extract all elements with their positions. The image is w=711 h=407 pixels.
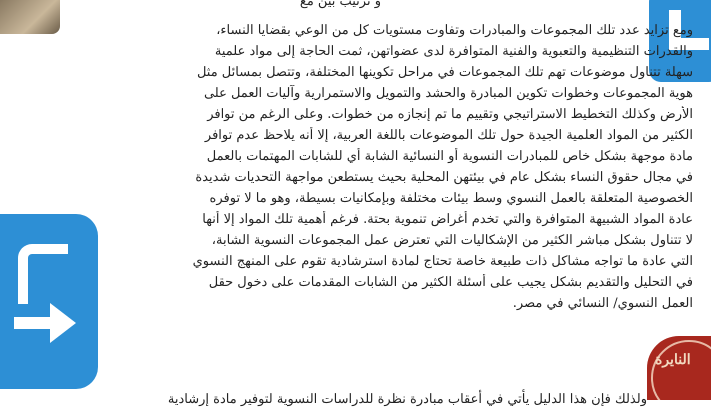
paragraph-line: الأرض وكذلك التخطيط الاستراتيجي وتقييم ما تم إنجازه من خطوات. وعلى الرغم من توافر [207,107,693,122]
paragraph-line: ومع تزايد عدد تلك المجموعات والمبادرات وتفاوت مستويات كل من الوعي بقضايا النساء، [216,23,693,38]
paragraph-line: سهلة تتناول موضوعات تهم تلك المجموعات في مراحل تكوينها المختلفة، وتتصل بمسائل مثل [196,65,693,80]
logo-seal [647,336,711,400]
body-text [100,0,711,400]
paragraph-line: في التحليل والتقديم بشكل يجيب على أسئلة الكثير من الشابات المقدمات على دخول حقل [208,275,693,290]
paragraph-line: الكثير من المواد العلمية الجيدة حول تلك الموضوعات باللغة العربية، إلا أنه يلاحظ عدم توافر [204,128,693,143]
paragraph-line: الخصوصية المتعلقة بالعمل النسوي وسط بيئات مختلفة وبإمكانيات بسيطة، وهو ما لا توفره [209,191,693,206]
corner-photo [0,0,60,34]
partial-bottom-line: ولذلك فإن هذا الدليل يأتي في أعقاب مبادرة نظرة للدراسات النسوية لتوفير مادة إرشادية [167,392,647,407]
decorative-arrow-left [0,214,98,389]
seal-label: النايرة [655,352,691,368]
paragraph-line: في مجال حقوق النساء بشكل عام في بيئتهن المحلية بحيث يستطعن مواجهة التحديات شديدة [195,170,693,185]
curve-shape [18,244,68,304]
paragraph-line: والقدرات التنظيمية والتعبوية والفنية المتوافرة لدى عضواتهن، ثمت الحاجة إلى مواد علمية [214,44,693,59]
paragraph-line: العمل النسوي/ النسائي في مصر. [512,296,693,311]
partial-top-line: و ترتيب بين مع [299,0,381,9]
paragraph-line: عادة المواد الشبيهة المتوافرة والتي تخدم أغراض تنموية بحتة. فرغم أهمية تلك المواد إلا أنها [202,212,693,227]
paragraph-line: مادة موجهة بشكل خاص للمبادرات النسوية أو النسائية الشابة أي للشابات المهتمات بالعمل [206,149,693,164]
paragraph-line: لا تتناول بشكل مباشر الكثير من الإشكاليات التي تعترض عمل المجموعات النسوية الشابة، [211,233,693,248]
paragraph-line: التي عادة ما تواجه مشاكل ذات طبيعة خاصة تحتاج لمادة استرشادية تقوم على المنهج النسوي [192,254,693,269]
seal-ring [651,340,711,400]
paragraph-line: هوية المجموعات وخطوات تكوين المبادرة والحشد والتمويل والاستمرارية وآليات العمل على [203,86,693,101]
arrow-right-icon [50,303,76,343]
